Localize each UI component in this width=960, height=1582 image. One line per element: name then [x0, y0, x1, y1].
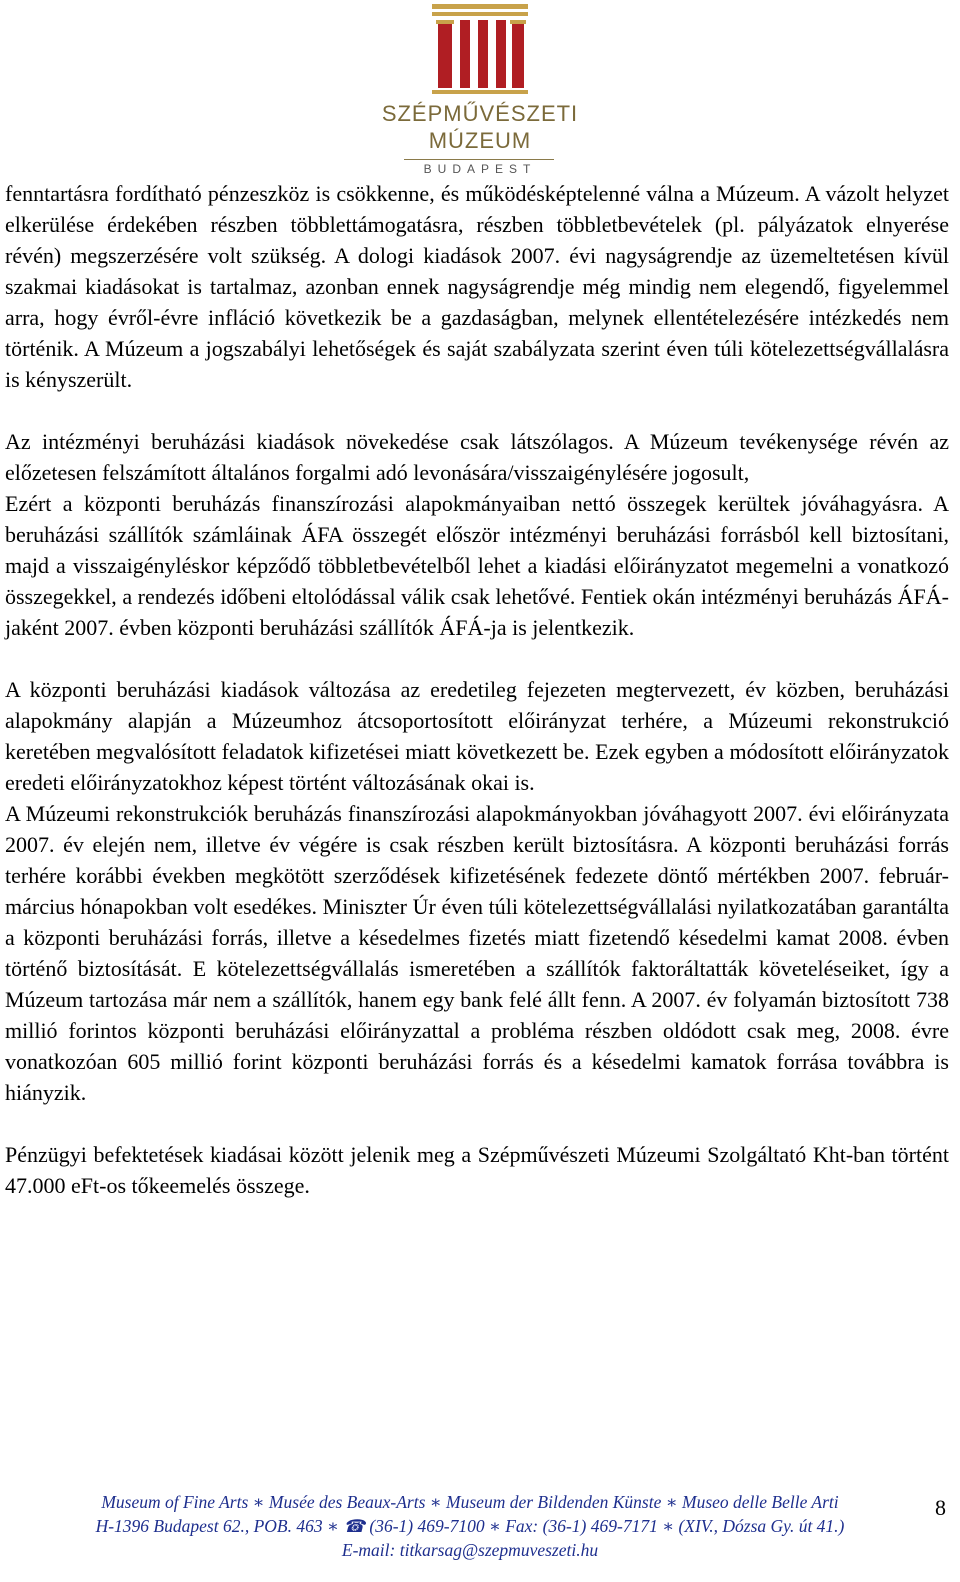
paragraph-2: Az intézményi beruházási kiadások növekedése csak látszólagos. A Múzeum tevékenysége révén az előzetesen felszámított általános forgalmi adó levonására/visszaigénylésére jogosult, [5, 429, 949, 485]
museum-logo [380, 0, 580, 180]
logo-columns-icon [380, 0, 580, 100]
logo-title-line1: SZÉPMŰVÉSZETI [381, 101, 579, 126]
paragraph-4: A központi beruházási kiadások változása az eredetileg fejezeten megtervezett, év közben, beruházási alapokmány alapján a Múzeumhoz átcsoportosított előirányzat terhére, a Múzeumi rekonstrukció keretében megvalósított feladatok kifizetései miatt következett be. Ezek egyben a módosított előirányzatok eredeti előirányzatokhoz képest történt változásának okai is. [5, 677, 949, 795]
paragraph-1: fenntartásra fordítható pénzeszköz is csökkenne, és működésképtelenné válna a Múzeum. A vázolt helyzet elkerülése érdekében részben többlettámogatásra, részben többletbevételek (pl. pályázatok elnyerése révén) megszerzésére volt szükség. A dologi kiadások 2007. évi nagyságrendje az üzemeltetésen kívül szakmai kiadásokat is tartalmaz, azonban ennek nagyságrendje még mindig nem elegendő, figyelemmel arra, hogy évről-évre infláció következik be a gazdaságban, melynek ellentételezésére intézkedés nem történik. A Múzeum a jogszabályi lehetőségek és saját szabályzata szerint éven túli kötelezettségvállalásra is kényszerült. [5, 181, 949, 392]
paragraph-3: Ezért a központi beruházás finanszírozási alapokmányaiban nettó összegek kerültek jóváhagyásra. A beruházási szállítók számláinak ÁFA összegét először intézményi beruházási forrásból kell biztosítani, majd a visszaigényléskor képződő többletbevételből lehet a kiadási előirányzatot megemelni a vonatkozó összegekkel, a rendezés időbeni eltolódással válik csak lehetővé. Fentiek okán intézményi beruházás ÁFÁ-jaként 2007. évben központi beruházási szállítók ÁFÁ-ja is jelentkezik. [5, 491, 949, 640]
page-number: 8 [935, 1495, 946, 1520]
paragraph-6: Pénzügyi befektetések kiadásai között jelenik meg a Szépművészeti Múzeumi Szolgáltató Kht-ban történt 47.000 eFt-os tőkeemelés összege. [5, 1142, 949, 1198]
page-footer [0, 1490, 960, 1582]
logo-city: BUDAPEST [423, 162, 537, 176]
logo-title-line2: MÚZEUM [428, 128, 532, 153]
footer-line-address: H-1396 Budapest 62., POB. 463 ∗ ☎ (36-1) 469-7100 ∗ Fax: (36-1) 469-7171 ∗ (XIV., Dózsa Gy. út 41.) [95, 1516, 845, 1536]
footer-line-names: Museum of Fine Arts ∗ Musée des Beaux-Arts ∗ Museum der Bildenden Künste ∗ Museo delle Belle Arti [101, 1492, 839, 1512]
logo-divider [404, 159, 554, 160]
footer-line-email: E-mail: titkarsag@szepmuveszeti.hu [341, 1540, 599, 1560]
page-body [5, 178, 949, 1201]
footer-address-block [30, 1490, 910, 1562]
paragraph-5: A Múzeumi rekonstrukciók beruházás finanszírozási alapokmányokban jóváhagyott 2007. évi előirányzata 2007. év elején nem, illetve év végére is csak részben került biztosításra. A központi beruházási forrás terhére korábbi években megkötött szerződések kifizetésének fedezete döntő mértékben 2007. február-március hónapokban volt esedékes. Miniszter Úr éven túli kötelezettségvállalási nyilatkozatában garantálta a központi beruházási forrás, illetve a késedelmes fizetés miatt fizetendő késedelmi kamat 2008. évben történő biztosítását. E kötelezettségvállalás ismeretében a szállítók faktoráltatták követeléseiket, így a Múzeum tartozása már nem a szállítók, hanem egy bank felé állt fenn. A 2007. év folyamán biztosított 738 millió forintos központi beruházási előirányzattal a probléma részben oldódott csak meg, 2008. évre vonatkozóan 605 millió forint központi beruházási forrás és a késedelmi kamatok forrása továbbra is hiányzik. [5, 801, 949, 1105]
